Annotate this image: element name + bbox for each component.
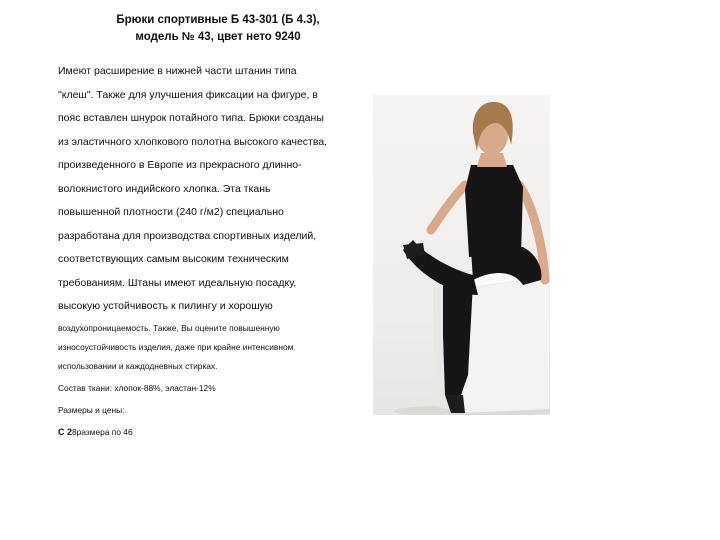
description-small-line: износоустойчивость изделия, даже при крайне интенсивном (58, 341, 294, 352)
description-small-line: использовании и каждодневных стирках. (58, 360, 218, 371)
title-line-1: Брюки спортивные Б 43-301 (Б 4.3), (116, 14, 320, 26)
product-photo (373, 95, 550, 415)
cube-front-face (461, 277, 549, 413)
description-line: повышенной плотности (240 г/м2) специально (58, 206, 284, 218)
neck (477, 153, 507, 167)
left-arm (431, 185, 465, 230)
description-line: пояс вставлен шнурок потайного типа. Брюки созданы (58, 112, 324, 124)
sizes-heading: Размеры и цены: (58, 404, 125, 415)
model-illustration (373, 95, 550, 415)
sizes-line (58, 423, 368, 442)
description-line: разработана для производства спортивных изделий, (58, 229, 317, 242)
description-line: "клеш". Также для улучшения фиксации на фигуре, в (58, 88, 318, 101)
product-title (58, 12, 378, 46)
title-line-2: модель № 43, цвет нето 9240 (135, 31, 301, 43)
description-small-line: воздухопроницаемость. Также, Вы оцените повышенную (58, 322, 280, 333)
description-line: волокнистого индийского хлопка. Эта ткань (58, 182, 271, 195)
description-line: произведенного в Европе из прекрасного длинно- (58, 159, 302, 171)
description-line: соответствующих самым высоким техническим (58, 253, 289, 265)
description-line: требованиям. Штаны имеют идеальную посадку, (58, 276, 297, 289)
sizes-bold: С 2 (58, 426, 73, 437)
tank-top (465, 165, 523, 257)
sizes-rest: 8размера по 46 (72, 426, 133, 437)
product-description (58, 60, 368, 442)
description-line: из эластичного хлопкового полотна высокого качества, (58, 135, 328, 148)
description-line: высокую устойчивость к пилингу и хорошую (58, 300, 273, 312)
description-line: Имеют расширение в нижней части штанин типа (58, 65, 297, 77)
fabric-composition: Состав ткани: хлопок-88%, эластан-12% (58, 382, 216, 393)
